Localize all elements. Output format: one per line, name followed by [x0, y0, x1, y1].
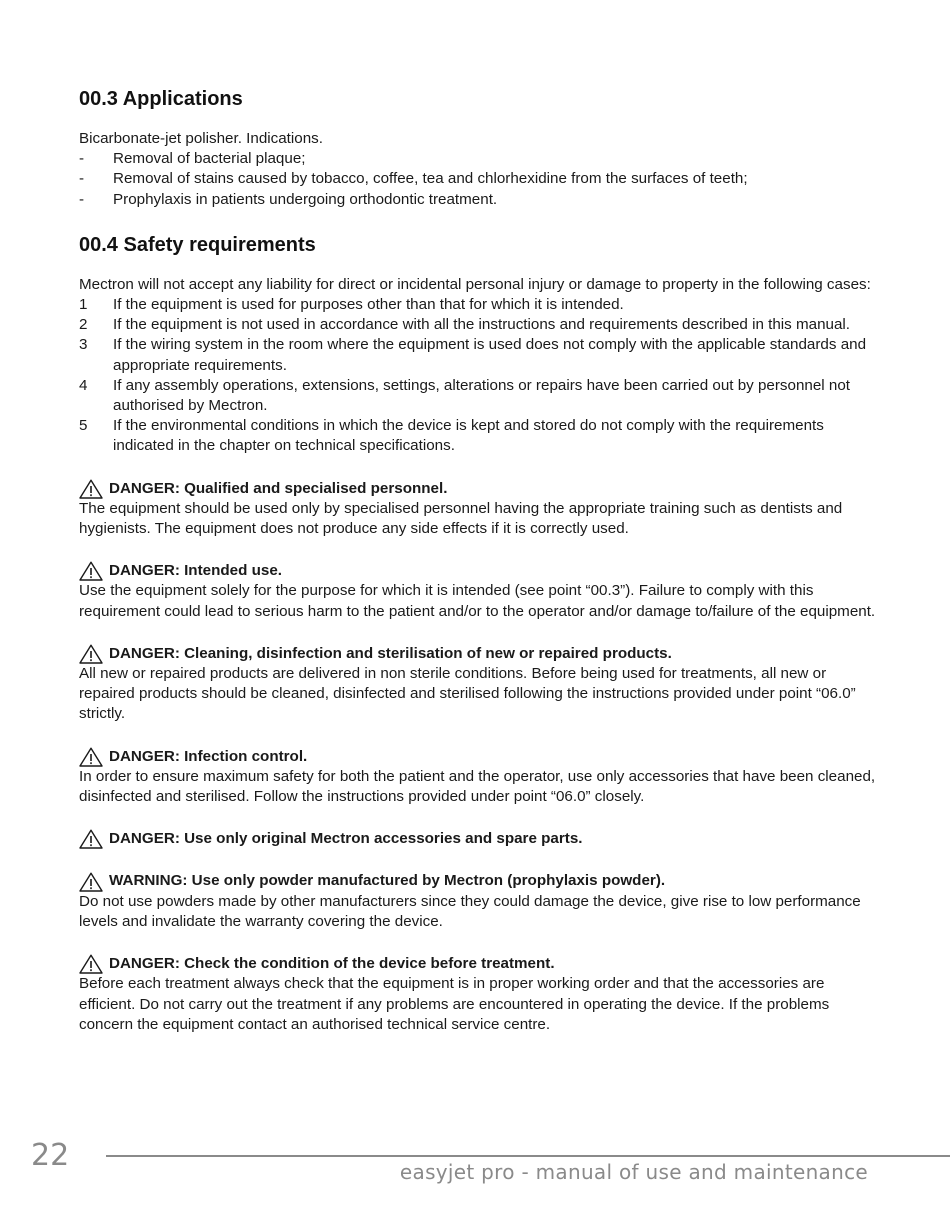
- danger-notice-qualified-personnel: [79, 479, 879, 540]
- notice-title: DANGER: Infection control.: [109, 747, 308, 765]
- warning-triangle-icon: [79, 954, 103, 974]
- list-item: [79, 169, 879, 189]
- warning-triangle-icon: [79, 561, 103, 581]
- warning-triangle-icon: [79, 829, 103, 849]
- section-applications: [79, 86, 879, 210]
- list-marker: 3: [79, 336, 88, 354]
- list-marker: -: [79, 190, 85, 208]
- danger-notice-infection-control: [79, 747, 879, 808]
- section-intro: Mectron will not accept any liability for direct or incidental personal injury or damage to property in the following cases:: [79, 275, 871, 293]
- footer-title: easyjet pro - manual of use and maintenance: [399, 1160, 868, 1184]
- notice-title: DANGER: Cleaning, disinfection and sterilisation of new or repaired products.: [109, 644, 672, 662]
- notice-title: DANGER: Qualified and specialised personnel.: [109, 479, 448, 497]
- list-item-text: If the equipment is not used in accordance with all the instructions and requirements described in this manual.: [113, 316, 851, 334]
- list-item-text: If any assembly operations, extensions, settings, alterations or repairs have been carried out by personnel not authorised by Mectron.: [113, 376, 851, 415]
- warning-triangle-icon: [79, 872, 103, 892]
- warning-triangle-icon: [79, 479, 103, 499]
- indications-list: [79, 149, 879, 210]
- section-safety-requirements: [79, 232, 879, 1035]
- notice-body: Do not use powders made by other manufacturers since they could damage the device, give rise to low performance levels and invalidate the warranty covering the device.: [79, 892, 861, 930]
- danger-notice-cleaning: [79, 644, 879, 725]
- notice-title: DANGER: Use only original Mectron accessories and spare parts.: [109, 830, 583, 848]
- list-item-text: Removal of bacterial plaque;: [113, 150, 306, 168]
- list-item: [79, 149, 879, 169]
- list-marker: 5: [79, 417, 88, 435]
- danger-notice-intended-use: [79, 561, 879, 622]
- section-heading: 00.4 Safety requirements: [79, 233, 316, 256]
- liability-cases-list: [79, 295, 879, 457]
- list-item: [79, 190, 879, 210]
- list-item: [79, 416, 879, 456]
- list-item-text: If the environmental conditions in which the device is kept and stored do not comply with the requirements indicated in the chapter on technical specifications.: [113, 417, 824, 455]
- danger-notice-original-parts: [79, 829, 879, 849]
- notice-title: DANGER: Check the condition of the device before treatment.: [109, 955, 555, 973]
- list-item: [79, 295, 879, 315]
- notice-title: DANGER: Intended use.: [109, 562, 282, 580]
- page-content: [79, 86, 879, 1035]
- list-marker: 1: [79, 296, 88, 314]
- list-item-text: If the equipment is used for purposes other than that for which it is intended.: [113, 296, 624, 314]
- notice-body: In order to ensure maximum safety for both the patient and the operator, use only accessories that have been cleaned, disinfected and sterilised. Follow the instructions provided under point “06.0” closely.: [79, 767, 876, 806]
- page-number: 22: [31, 1138, 70, 1173]
- warning-triangle-icon: [79, 644, 103, 664]
- list-item-text: Removal of stains caused by tobacco, coffee, tea and chlorhexidine from the surfaces of teeth;: [113, 170, 748, 188]
- danger-notice-device-check: [79, 954, 879, 1035]
- footer-divider: [106, 1155, 950, 1157]
- list-marker: -: [79, 150, 85, 168]
- warning-notice-powder: [79, 871, 879, 932]
- list-marker: -: [79, 170, 85, 188]
- list-item-text: Prophylaxis in patients undergoing orthodontic treatment.: [113, 190, 498, 208]
- section-intro: Bicarbonate-jet polisher. Indications.: [79, 130, 323, 147]
- notice-title: WARNING: Use only powder manufactured by Mectron (prophylaxis powder).: [109, 872, 666, 890]
- notice-body: Before each treatment always check that the equipment is in proper working order and that the accessories are efficient. Do not carry out the treatment if any problems are encountered in operating the device. If the problems concern the equipment contact an authorised technical service centre.: [79, 975, 830, 1033]
- list-marker: 4: [79, 376, 88, 394]
- list-item: [79, 315, 879, 335]
- notice-body: The equipment should be used only by specialised personnel having the appropriate training such as dentists and hygienists. The equipment does not produce any side effects if it is correctly used.: [79, 499, 843, 538]
- list-marker: 2: [79, 316, 88, 334]
- warning-triangle-icon: [79, 747, 103, 767]
- notice-body: Use the equipment solely for the purpose for which it is intended (see point “00.3”). Failure to comply with this requirement could lead to serious harm to the patient and/or to the operator and/or damage to/failure of the equipment.: [79, 582, 876, 620]
- list-item: [79, 376, 879, 416]
- section-heading: 00.3 Applications: [79, 88, 243, 110]
- list-item: [79, 335, 879, 375]
- list-item-text: If the wiring system in the room where the equipment is used does not comply with the applicable standards and appropriate requirements.: [113, 336, 867, 374]
- notice-body: All new or repaired products are delivered in non sterile conditions. Before being used for treatments, all new or repaired products should be cleaned, disinfected and sterilised following the instructions provided under point “06.0” strictly.: [79, 665, 856, 723]
